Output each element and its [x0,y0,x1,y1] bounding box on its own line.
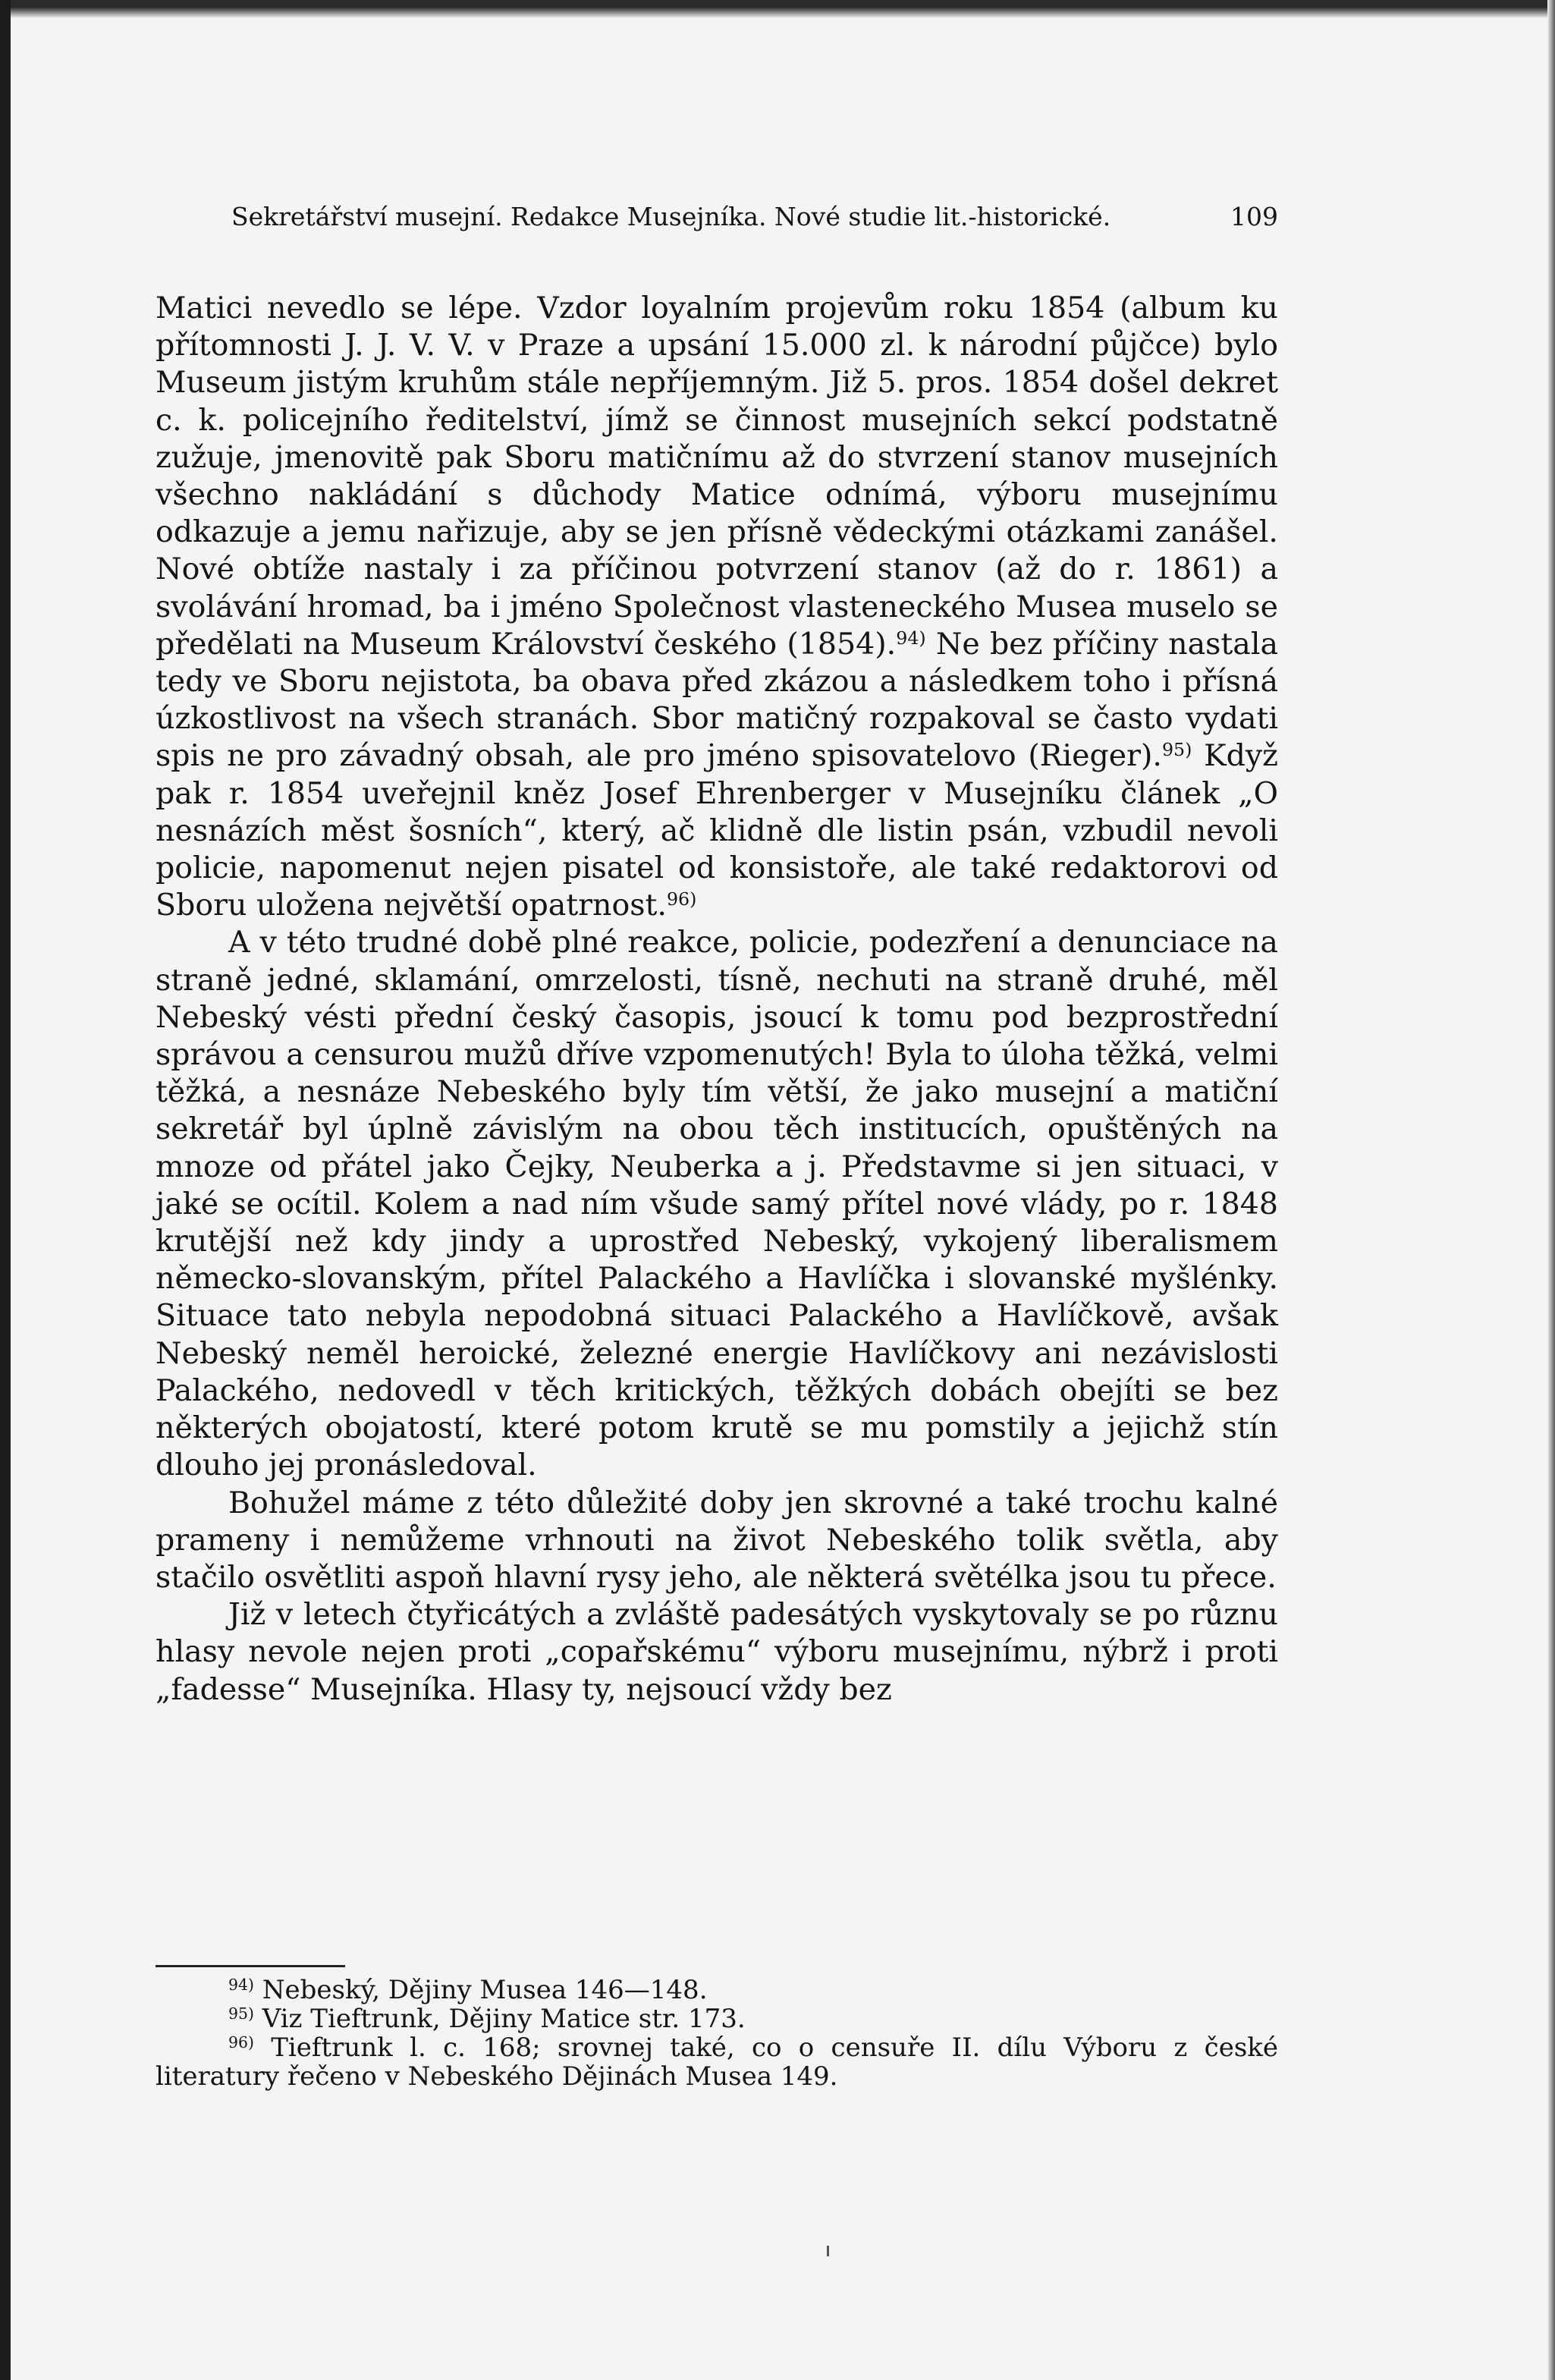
scan-right-edge [1547,0,1555,2380]
paragraph-1 [156,290,1278,924]
footnote-ref-96[interactable]: 96) [666,888,697,910]
footnote-text: Tieftrunk l. c. 168; srovnej také, co o censuře II. dílu Výboru z české literatury řečeno v Nebeského Dějinách Musea 149. [156,2033,1278,2092]
footnote-text: Nebeský, Dějiny Musea 146—148. [253,1975,708,2005]
paragraph-1-text-b: Ne bez příčiny nastala tedy ve Sboru nejistota, ba obava před zkázou a následkem toho i přísná úzkostlivost na všech stranách. Sbor matičný rozpakoval se často vydati spis ne pro závadný obsah, ale pro jméno spisovatelovo (Rieger). [156,626,1278,774]
footnote-ref-94[interactable]: 94) [896,627,926,649]
paragraph-1-text-c: Když pak r. 1854 uveřejnil kněz Josef Ehrenberger v Musejníku článek „O nesnázích měst šosních“, který, ač klidně dle listin psán, vzbudil nevoli policie, napomenut nejen pisatel od konsistoře, ale také redaktorovi od Sboru uložena největší opatrnost. [156,738,1278,923]
paragraph-4: Již v letech čtyřicátých a zvláště padesátých vyskytovaly se po různu hlasy nevole nejen proti „copařskému“ výboru musejnímu, nýbrž i proti „fadesse“ Musejníka. Hlasy ty, nejsoucí vždy bez [156,1597,1278,1707]
page-number: 109 [1230,202,1278,231]
footnote-ref-95[interactable]: 95) [1161,739,1192,761]
paragraph-2: A v této trudné době plné reakce, policie, podezření a denunciace na straně jedné, sklamání, omrzelosti, tísně, nechuti na straně druhé, měl Nebeský vésti přední český časopis, jsoucí k tomu pod bezprostřední správou a censurou mužů dříve vzpomenutých! Byla to úloha těžká, velmi těžká, a nesnáze Nebeského byly tím větší, že jako musejní a matiční sekretář byl úplně závislým na obou těch institucích, opuštěných na mnoze od přátel jako Čejky, Neuberka a j. Představme si jen situaci, v jaké se ocítil. Kolem a nad ním všude samý přítel nové vlády, po r. 1848 krutější než kdy jindy a uprostřed Nebeský, vykojený liberalismem německo-slovanským, přítel Palackého a Havlíčka i slovanské myšlénky. Situace tato nebyla nepodobná situaci Palackého a Havlíčkově, avšak Nebeský neměl heroické, železné energie Havlíčkovy ani nezávislosti Palackého, nedovedl v těch kritických, těžkých dobách obejíti se bez některých obojatostí, které potom krutě se mu pomstily a jejichž stín dlouho jej pronásledoval. [156,925,1278,1483]
paragraph-1-text-a: Matici nevedlo se lépe. Vzdor loyalním projevům roku 1854 (album ku přítomnosti J. J. V. V. v Praze a upsání 15.000 zl. k národní půjčce) bylo Museum jistým kruhům stále nepříjemným. Již 5. pros. 1854 došel dekret c. k. policejního ředitelství, jímž se činnost musejních sekcí podstatně zužuje, jmenovitě pak Sboru matičnímu až do stvrzení stanov musejních všechno nakládání s důchody Matice odnímá, výboru musejnímu odkazuje a jemu nařizuje, aby se jen přísně vědeckými otázkami zanášel. Nové obtíže nastaly i za příčinou potvrzení stanov (až do r. 1861) a svolávání hromad, ba i jméno Společnost vlasteneckého Musea muselo se předělati na Museum Království českého (1854). [156,291,1278,662]
footnote-mark: 94) [228,1975,254,1994]
paragraph-3: Bohužel máme z této důležité doby jen skrovné a také trochu kalné prameny i nemůžeme vrhnouti na život Nebeského tolik světla, aby stačilo osvětliti aspoň hlavní rysy jeho, ale některá světélka jsou tu přece. [156,1485,1278,1595]
scan-left-edge [0,0,11,2380]
footnote-divider [156,1965,345,1967]
scan-top-edge [0,0,1555,18]
footnote-mark: 95) [228,2004,254,2023]
footnote-94 [156,1976,1278,2004]
footnote-96 [156,2033,1278,2091]
footnote-text: Viz Tieftrunk, Dějiny Matice str. 173. [253,2004,746,2034]
running-title: Sekretářství musejní. Redakce Musejníka. Nové studie lit.-historické. [231,202,1111,231]
main-text [156,290,1278,1709]
footnotes [156,1976,1278,2091]
scan-speck [827,2246,829,2256]
footnote-mark: 96) [228,2033,254,2051]
running-header [231,199,1278,235]
footnote-95 [156,2004,1278,2033]
